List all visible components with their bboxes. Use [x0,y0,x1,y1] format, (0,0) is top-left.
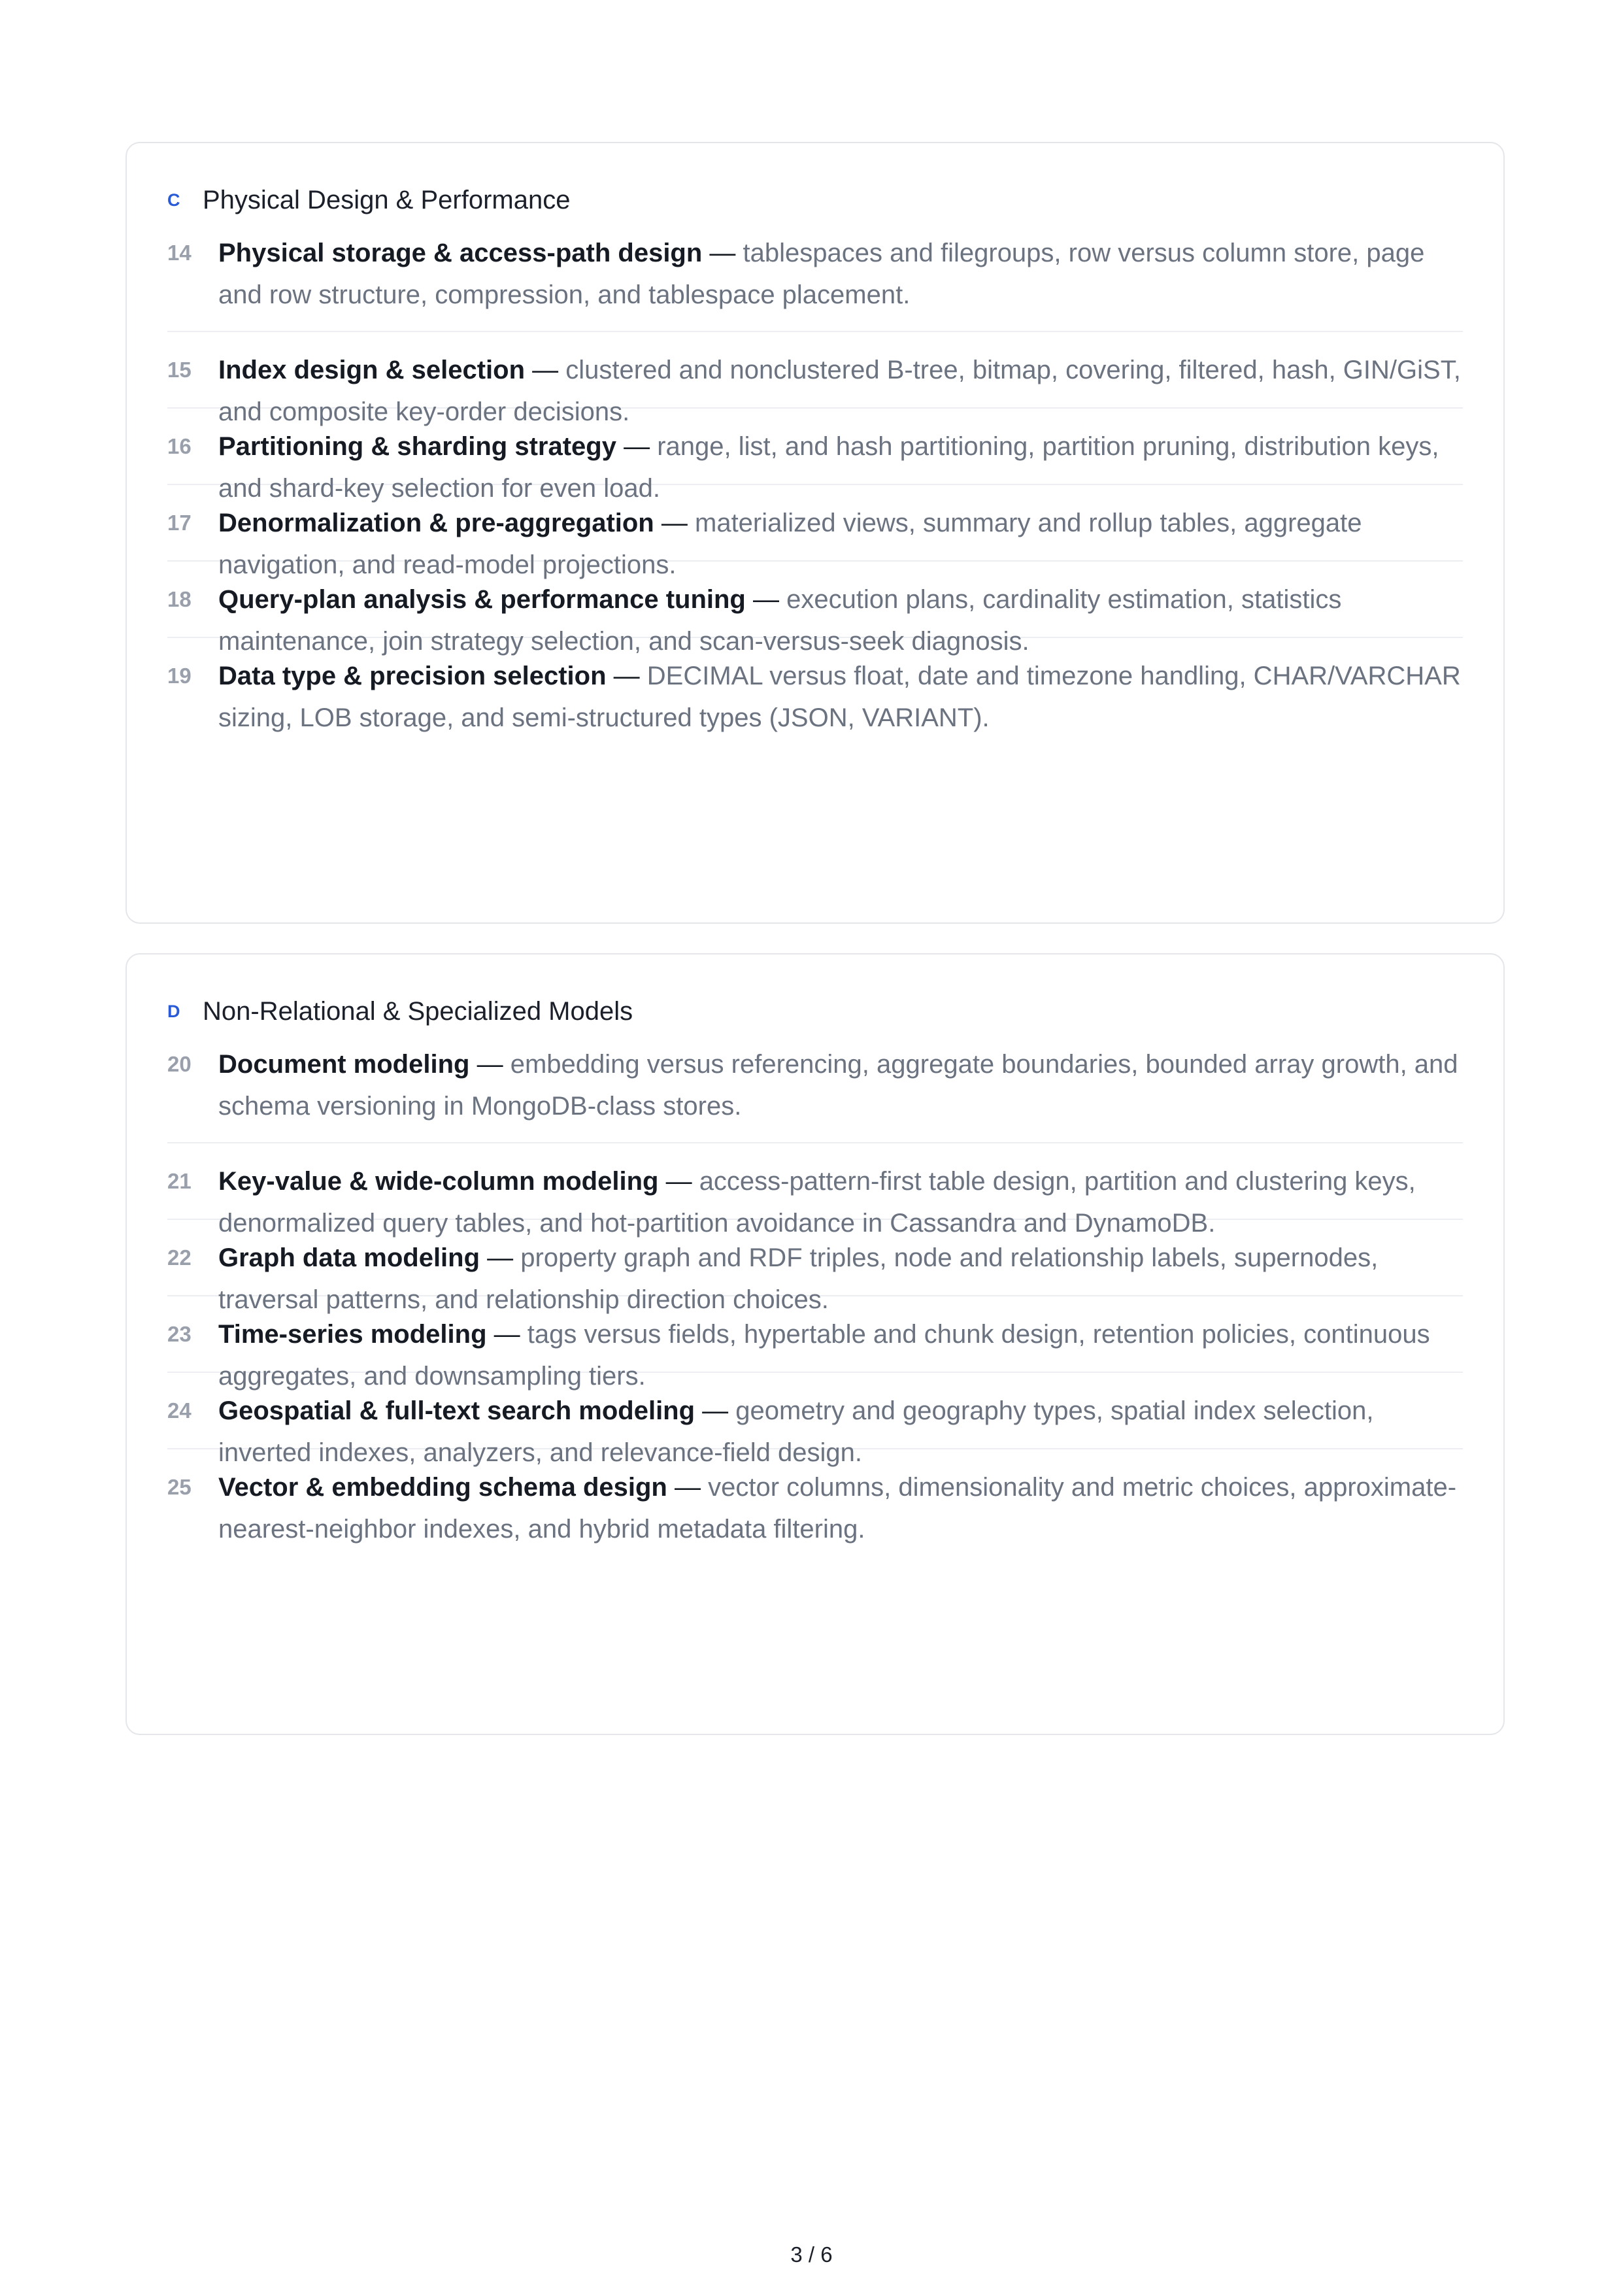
list-item [167,231,1463,332]
item-number: 17 [167,511,192,535]
item-description: vector columns, dimensionality and metric choices, approximate-nearest-neighbor indexes, and hybrid metadata filtering. [218,1473,1457,1544]
item-number: 15 [167,358,192,382]
item-number: 23 [167,1322,192,1346]
item-term: Vector & embedding schema design [218,1473,667,1502]
item-separator: — [532,356,559,384]
section-title: Physical Design & Performance [203,185,571,214]
topic-list [167,231,1463,732]
item-term: Graph data modeling [218,1243,480,1272]
list-item [167,1042,1463,1143]
list-item [167,1143,1463,1238]
item-separator: — [487,1243,514,1272]
section-card-d [125,953,1505,1735]
item-description: clustered and nonclustered B-tree, bitmap, covering, filtered, hash, GIN/GiST, and composite key-order decisions. [218,356,1461,426]
section-card-c [125,142,1505,924]
page-indicator: 3 / 6 [790,2242,833,2267]
item-separator: — [665,1167,692,1196]
item-description: geometry and geography types, spatial index selection, inverted indexes, analyzers, and relevance-field design. [218,1396,1374,1467]
section-header [167,995,1463,1028]
item-description: access-pattern-first table design, partition and clustering keys, denormalized query tables, and hot-partition avoidance in Cassandra and DynamoDB. [218,1167,1416,1238]
item-description: DECIMAL versus float, date and timezone handling, CHAR/VARCHAR sizing, LOB storage, and semi-structured types (JSON, VARIANT). [218,662,1461,732]
item-number: 25 [167,1475,192,1499]
item-term: Partitioning & sharding strategy [218,432,616,461]
item-separator: — [613,662,640,690]
item-description: execution plans, cardinality estimation, statistics maintenance, join strategy selection, and scan-versus-seek diagnosis. [218,585,1342,656]
item-number: 22 [167,1245,192,1270]
item-description: materialized views, summary and rollup tables, aggregate navigation, and read-model projections. [218,509,1362,579]
item-term: Time-series modeling [218,1320,487,1349]
item-term: Data type & precision selection [218,662,607,690]
topic-list [167,1042,1463,1544]
item-number: 21 [167,1169,192,1193]
item-number: 14 [167,241,192,265]
section-header [167,184,1463,216]
item-separator: — [624,432,650,461]
item-term: Geospatial & full-text search modeling [218,1396,695,1425]
item-number: 19 [167,664,192,688]
item-separator: — [477,1050,503,1079]
section-title: Non-Relational & Specialized Models [203,996,633,1026]
item-separator: — [752,585,779,614]
item-term: Document modeling [218,1050,470,1079]
item-separator: — [674,1473,701,1502]
item-separator: — [494,1320,520,1349]
item-term: Denormalization & pre-aggregation [218,509,654,537]
item-term: Key-value & wide-column modeling [218,1167,659,1196]
section-letter: D [167,1001,180,1021]
item-separator: — [709,239,736,267]
item-description: range, list, and hash partitioning, partition pruning, distribution keys, and shard-key selection for even load. [218,432,1439,503]
item-number: 24 [167,1398,192,1423]
item-separator: — [702,1396,729,1425]
item-description: property graph and RDF triples, node and relationship labels, supernodes, traversal patterns, and relationship direction choices. [218,1243,1379,1314]
section-letter: C [167,190,180,210]
list-item [167,332,1463,426]
item-separator: — [661,509,688,537]
item-number: 16 [167,434,192,458]
item-description: embedding versus referencing, aggregate boundaries, bounded array growth, and schema versioning in MongoDB-class stores. [218,1050,1458,1121]
item-term: Query-plan analysis & performance tuning [218,585,746,614]
item-number: 20 [167,1052,192,1076]
item-description: tablespaces and filegroups, row versus column store, page and row structure, compression, and tablespace placement. [218,239,1425,309]
item-term: Index design & selection [218,356,526,384]
item-term: Physical storage & access-path design [218,239,703,267]
item-description: tags versus fields, hypertable and chunk design, retention policies, continuous aggregates, and downsampling tiers. [218,1320,1430,1391]
item-number: 18 [167,587,192,611]
